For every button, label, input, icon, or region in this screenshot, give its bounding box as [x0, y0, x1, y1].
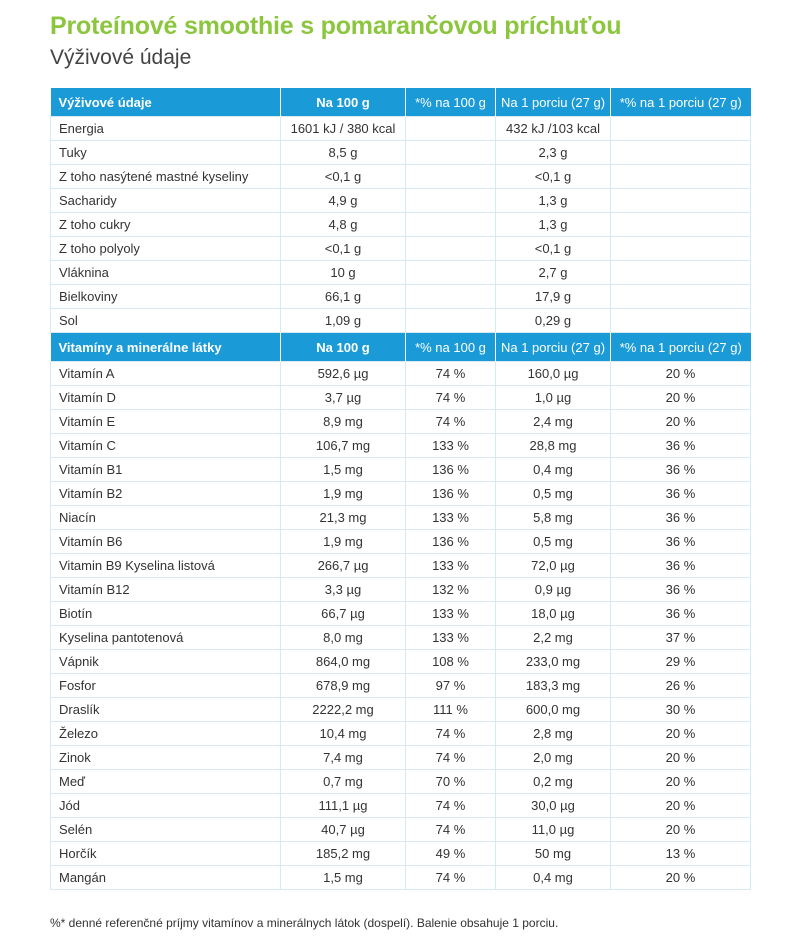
cell-portion: 0,4 mg: [496, 458, 611, 482]
cell-pct100: 133 %: [406, 554, 496, 578]
table-row: [51, 746, 751, 770]
table-row: [51, 309, 751, 333]
table-row: [51, 141, 751, 165]
cell-pctPortion: [611, 237, 751, 261]
header-cell-pct100: *% na 100 g: [406, 88, 496, 117]
cell-portion: 0,2 mg: [496, 770, 611, 794]
cell-per100: 864,0 mg: [281, 650, 406, 674]
cell-name: Jód: [51, 794, 281, 818]
cell-per100: 66,7 µg: [281, 602, 406, 626]
cell-pct100: 74 %: [406, 866, 496, 890]
cell-pct100: 136 %: [406, 482, 496, 506]
cell-name: Vápnik: [51, 650, 281, 674]
cell-pctPortion: 29 %: [611, 650, 751, 674]
cell-name: Draslík: [51, 698, 281, 722]
cell-pct100: 136 %: [406, 458, 496, 482]
table-row: [51, 866, 751, 890]
cell-name: Sacharidy: [51, 189, 281, 213]
cell-portion: 600,0 mg: [496, 698, 611, 722]
cell-pctPortion: 20 %: [611, 362, 751, 386]
cell-name: Biotín: [51, 602, 281, 626]
cell-name: Vitamín A: [51, 362, 281, 386]
cell-pctPortion: 20 %: [611, 770, 751, 794]
cell-name: Meď: [51, 770, 281, 794]
cell-pctPortion: 20 %: [611, 410, 751, 434]
cell-portion: 160,0 µg: [496, 362, 611, 386]
cell-per100: <0,1 g: [281, 165, 406, 189]
table-row: [51, 285, 751, 309]
cell-portion: 183,3 mg: [496, 674, 611, 698]
cell-per100: <0,1 g: [281, 237, 406, 261]
cell-pctPortion: [611, 261, 751, 285]
cell-pct100: [406, 165, 496, 189]
cell-name: Tuky: [51, 141, 281, 165]
cell-pctPortion: 36 %: [611, 602, 751, 626]
table-row: [51, 482, 751, 506]
table-row: [51, 794, 751, 818]
cell-pct100: 133 %: [406, 506, 496, 530]
page-subtitle: Výživové údaje: [50, 46, 192, 69]
cell-portion: 2,3 g: [496, 141, 611, 165]
cell-per100: 66,1 g: [281, 285, 406, 309]
header-cell-portion: Na 1 porciu (27 g): [496, 333, 611, 362]
cell-pctPortion: 20 %: [611, 866, 751, 890]
table-row: [51, 117, 751, 141]
cell-portion: 1,3 g: [496, 189, 611, 213]
cell-portion: 28,8 mg: [496, 434, 611, 458]
cell-portion: 2,0 mg: [496, 746, 611, 770]
cell-portion: 18,0 µg: [496, 602, 611, 626]
cell-portion: 1,3 g: [496, 213, 611, 237]
header-cell-pctPortion: *% na 1 porciu (27 g): [611, 88, 751, 117]
cell-pctPortion: [611, 189, 751, 213]
cell-pctPortion: [611, 165, 751, 189]
cell-name: Vitamín B1: [51, 458, 281, 482]
cell-per100: 1,5 mg: [281, 458, 406, 482]
cell-name: Vitamín B6: [51, 530, 281, 554]
cell-portion: 2,8 mg: [496, 722, 611, 746]
cell-pctPortion: 36 %: [611, 434, 751, 458]
cell-pctPortion: 20 %: [611, 794, 751, 818]
table-row: [51, 674, 751, 698]
cell-pct100: 74 %: [406, 746, 496, 770]
cell-per100: 266,7 µg: [281, 554, 406, 578]
table-row: [51, 602, 751, 626]
table-row: [51, 530, 751, 554]
cell-pctPortion: 30 %: [611, 698, 751, 722]
cell-portion: 2,4 mg: [496, 410, 611, 434]
cell-pctPortion: 20 %: [611, 386, 751, 410]
header-cell-per100: Na 100 g: [281, 333, 406, 362]
cell-pctPortion: 36 %: [611, 530, 751, 554]
cell-name: Energia: [51, 117, 281, 141]
cell-pctPortion: [611, 213, 751, 237]
cell-name: Vitamín B12: [51, 578, 281, 602]
cell-pctPortion: 36 %: [611, 458, 751, 482]
cell-pct100: 74 %: [406, 362, 496, 386]
table-row: [51, 386, 751, 410]
cell-pctPortion: 13 %: [611, 842, 751, 866]
cell-portion: 17,9 g: [496, 285, 611, 309]
cell-pctPortion: [611, 309, 751, 333]
table-row: [51, 842, 751, 866]
cell-name: Vláknina: [51, 261, 281, 285]
table-row: [51, 165, 751, 189]
cell-name: Z toho polyoly: [51, 237, 281, 261]
cell-portion: 0,9 µg: [496, 578, 611, 602]
table-row: [51, 410, 751, 434]
table-row: [51, 506, 751, 530]
cell-portion: 5,8 mg: [496, 506, 611, 530]
table-row: [51, 698, 751, 722]
table-row: [51, 189, 751, 213]
cell-pct100: [406, 117, 496, 141]
cell-name: Vitamín C: [51, 434, 281, 458]
cell-pct100: 133 %: [406, 626, 496, 650]
cell-name: Zinok: [51, 746, 281, 770]
cell-pct100: 74 %: [406, 722, 496, 746]
cell-portion: <0,1 g: [496, 237, 611, 261]
nutrition-table: [50, 88, 751, 890]
cell-per100: 185,2 mg: [281, 842, 406, 866]
table-row: [51, 261, 751, 285]
cell-per100: 1,09 g: [281, 309, 406, 333]
cell-pct100: [406, 309, 496, 333]
header-cell-per100: Na 100 g: [281, 88, 406, 117]
cell-name: Niacín: [51, 506, 281, 530]
cell-per100: 1,9 mg: [281, 530, 406, 554]
nutrition-table-body: [51, 88, 751, 890]
cell-pctPortion: 20 %: [611, 818, 751, 842]
cell-pct100: 74 %: [406, 410, 496, 434]
cell-per100: 8,5 g: [281, 141, 406, 165]
cell-per100: 2222,2 mg: [281, 698, 406, 722]
cell-portion: 11,0 µg: [496, 818, 611, 842]
cell-name: Z toho cukry: [51, 213, 281, 237]
cell-name: Bielkoviny: [51, 285, 281, 309]
cell-pct100: [406, 285, 496, 309]
cell-portion: 2,7 g: [496, 261, 611, 285]
cell-pct100: 136 %: [406, 530, 496, 554]
cell-name: Fosfor: [51, 674, 281, 698]
cell-per100: 10,4 mg: [281, 722, 406, 746]
cell-pct100: [406, 189, 496, 213]
footnote: %* denné referenčné príjmy vitamínov a minerálnych látok (dospelí). Balenie obsahuje 1 porciu.: [50, 916, 559, 930]
table-row: [51, 434, 751, 458]
table-row: [51, 362, 751, 386]
cell-pctPortion: 36 %: [611, 506, 751, 530]
cell-name: Horčík: [51, 842, 281, 866]
cell-portion: 50 mg: [496, 842, 611, 866]
cell-per100: 106,7 mg: [281, 434, 406, 458]
cell-per100: 10 g: [281, 261, 406, 285]
cell-pct100: 74 %: [406, 818, 496, 842]
cell-portion: 432 kJ /103 kcal: [496, 117, 611, 141]
cell-pct100: 132 %: [406, 578, 496, 602]
cell-pct100: 111 %: [406, 698, 496, 722]
cell-pct100: 70 %: [406, 770, 496, 794]
cell-pctPortion: 20 %: [611, 722, 751, 746]
cell-per100: 1601 kJ / 380 kcal: [281, 117, 406, 141]
section-header-row: [51, 333, 751, 362]
cell-pctPortion: 26 %: [611, 674, 751, 698]
section-header-row: [51, 88, 751, 117]
cell-name: Z toho nasýtené mastné kyseliny: [51, 165, 281, 189]
cell-name: Sol: [51, 309, 281, 333]
table-row: [51, 237, 751, 261]
header-cell-name: Vitamíny a minerálne látky: [51, 333, 281, 362]
cell-per100: 0,7 mg: [281, 770, 406, 794]
table-row: [51, 578, 751, 602]
cell-pct100: [406, 237, 496, 261]
cell-per100: 40,7 µg: [281, 818, 406, 842]
cell-portion: 30,0 µg: [496, 794, 611, 818]
cell-per100: 592,6 µg: [281, 362, 406, 386]
cell-per100: 4,9 g: [281, 189, 406, 213]
cell-name: Vitamín B2: [51, 482, 281, 506]
cell-pct100: [406, 141, 496, 165]
cell-name: Selén: [51, 818, 281, 842]
cell-portion: 72,0 µg: [496, 554, 611, 578]
cell-pct100: 108 %: [406, 650, 496, 674]
cell-per100: 1,9 mg: [281, 482, 406, 506]
table-row: [51, 818, 751, 842]
cell-pctPortion: [611, 285, 751, 309]
cell-pctPortion: 36 %: [611, 482, 751, 506]
cell-portion: 0,4 mg: [496, 866, 611, 890]
table-row: [51, 650, 751, 674]
cell-pctPortion: 36 %: [611, 554, 751, 578]
cell-pct100: [406, 213, 496, 237]
table-row: [51, 554, 751, 578]
cell-pct100: 74 %: [406, 386, 496, 410]
cell-per100: 8,0 mg: [281, 626, 406, 650]
cell-name: Vitamín D: [51, 386, 281, 410]
cell-per100: 3,3 µg: [281, 578, 406, 602]
cell-per100: 8,9 mg: [281, 410, 406, 434]
cell-per100: 3,7 µg: [281, 386, 406, 410]
cell-name: Mangán: [51, 866, 281, 890]
cell-per100: 21,3 mg: [281, 506, 406, 530]
cell-portion: 0,5 mg: [496, 530, 611, 554]
cell-pct100: [406, 261, 496, 285]
table-row: [51, 770, 751, 794]
cell-pct100: 97 %: [406, 674, 496, 698]
header-cell-name: Výživové údaje: [51, 88, 281, 117]
cell-pctPortion: 37 %: [611, 626, 751, 650]
cell-portion: 0,29 g: [496, 309, 611, 333]
cell-per100: 111,1 µg: [281, 794, 406, 818]
table-row: [51, 722, 751, 746]
cell-portion: <0,1 g: [496, 165, 611, 189]
cell-pct100: 74 %: [406, 794, 496, 818]
cell-per100: 678,9 mg: [281, 674, 406, 698]
cell-pct100: 133 %: [406, 602, 496, 626]
cell-portion: 1,0 µg: [496, 386, 611, 410]
table-row: [51, 213, 751, 237]
cell-name: Železo: [51, 722, 281, 746]
cell-pctPortion: 36 %: [611, 578, 751, 602]
header-cell-pctPortion: *% na 1 porciu (27 g): [611, 333, 751, 362]
cell-name: Vitamín E: [51, 410, 281, 434]
cell-name: Kyselina pantotenová: [51, 626, 281, 650]
header-cell-portion: Na 1 porciu (27 g): [496, 88, 611, 117]
cell-portion: 0,5 mg: [496, 482, 611, 506]
cell-pct100: 49 %: [406, 842, 496, 866]
cell-per100: 1,5 mg: [281, 866, 406, 890]
cell-per100: 7,4 mg: [281, 746, 406, 770]
page-title: Proteínové smoothie s pomarančovou príchuťou: [50, 12, 622, 40]
table-row: [51, 626, 751, 650]
cell-pctPortion: 20 %: [611, 746, 751, 770]
cell-pctPortion: [611, 117, 751, 141]
cell-name: Vitamin B9 Kyselina listová: [51, 554, 281, 578]
cell-pct100: 133 %: [406, 434, 496, 458]
cell-portion: 233,0 mg: [496, 650, 611, 674]
cell-pctPortion: [611, 141, 751, 165]
cell-per100: 4,8 g: [281, 213, 406, 237]
cell-portion: 2,2 mg: [496, 626, 611, 650]
header-cell-pct100: *% na 100 g: [406, 333, 496, 362]
table-row: [51, 458, 751, 482]
